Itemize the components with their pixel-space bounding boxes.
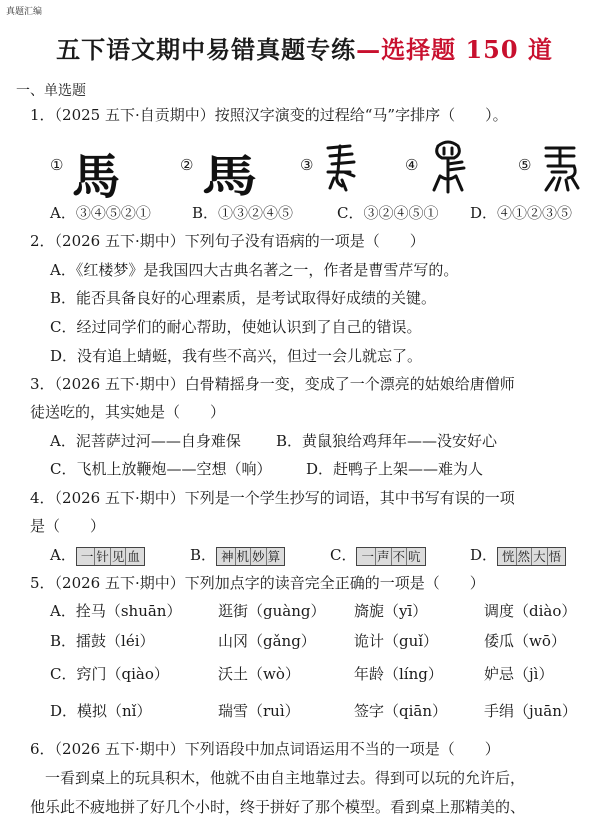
q5-stem: 5．（2026 五下·期中）下列加点字的读音完全正确的一项是（ ）	[30, 574, 485, 592]
q4-word-box-b: 神 机 妙 算	[216, 547, 285, 566]
title-main: 五下语文期中易错真题专练	[56, 35, 357, 64]
q5-c-word-3: 年龄（líng）	[354, 665, 443, 683]
q1-option-b[interactable]: B．①③②④⑤	[192, 204, 294, 222]
q2-option-a[interactable]: A．《红楼梦》是我国四大古典名著之一，作者是曹雪芹写的。	[50, 261, 459, 279]
q2-stem: 2．（2026 五下·期中）下列句子没有语病的一项是（ ）	[30, 232, 425, 250]
q5-b-word-4: 倭瓜（wō）	[484, 632, 566, 650]
q1-glyph-num-3: ③	[300, 156, 314, 174]
title-accent: —选择题 150 道	[356, 35, 553, 64]
q4-option-c[interactable]: C． 一 声 不 吭	[330, 541, 426, 569]
q5-a-word-3: 旖旎（yī）	[354, 602, 428, 620]
q4-word-box-d: 恍 然 大 悟	[497, 547, 566, 566]
q5-c-word-4: 妒忌（jì）	[484, 665, 554, 683]
q6-stem: 6．（2026 五下·期中）下列语段中加点词语运用不当的一项是（ ）	[30, 740, 500, 758]
q5-d-word-4: 手绢（juān）	[484, 702, 577, 720]
q4-option-b[interactable]: B． 神 机 妙 算	[190, 541, 285, 569]
q3-stem-line2: 徒送吃的，其实她是（ ）	[30, 403, 226, 421]
q4-option-a[interactable]: A． 一 针 见 血	[50, 541, 145, 569]
header-tag: 真题汇编	[6, 7, 43, 17]
q6-paragraph-line2: 他乐此不疲地拼了好几个小时，终于拼好了那个模型。看到桌上那精美的、	[30, 798, 526, 816]
q1-glyph-row	[50, 138, 590, 205]
q4-word-box-c: 一 声 不 吭	[356, 547, 425, 566]
horse-kaishu-glyph-icon: 馬	[72, 149, 121, 205]
page-title	[0, 30, 609, 65]
q2-option-c[interactable]: C．经过同学们的耐心帮助，使她认识到了自己的错误。	[50, 318, 422, 336]
horse-lishu-glyph-icon: 馬	[202, 151, 257, 202]
q5-option-b[interactable]: B．擂鼓（léi）	[50, 632, 155, 650]
q4-stem-line1: 4．（2026 五下·期中）下列是一个学生抄写的词语，其中书写有误的一项	[30, 489, 515, 507]
q2-option-b[interactable]: B．能否具备良好的心理素质，是考试取得好成绩的关键。	[50, 289, 437, 307]
q5-d-word-2: 瑞雪（ruì）	[218, 702, 300, 720]
q1-option-d[interactable]: D．④①②③⑤	[470, 204, 573, 222]
q5-d-word-3: 签字（qiān）	[354, 702, 448, 720]
q5-b-word-3: 诡计（guǐ）	[354, 632, 439, 650]
horse-jiaguwen-glyph-icon	[426, 138, 470, 194]
horse-xiaozhuan-glyph-icon	[538, 142, 582, 194]
q5-option-d[interactable]: D．模拟（nǐ）	[50, 702, 152, 720]
q1-glyph-num-4: ④	[405, 156, 419, 174]
q1-glyph-num-1: ①	[50, 156, 64, 174]
section-heading: 一、单选题	[16, 83, 86, 99]
q1-option-c[interactable]: C．③②④⑤①	[337, 204, 439, 222]
q3-option-a[interactable]: A．泥菩萨过河——自身难保	[50, 432, 241, 450]
q3-option-b[interactable]: B．黄鼠狼给鸡拜年——没安好心	[276, 432, 498, 450]
q1-stem: 1．（2025 五下·自贡期中）按照汉字演变的过程给“马”字排序（ ）。	[30, 106, 508, 124]
q1-option-a[interactable]: A．③④⑤②①	[50, 204, 151, 222]
q5-a-word-4: 调度（diào）	[484, 602, 577, 620]
q3-stem-line1: 3．（2026 五下·期中）白骨精摇身一变，变成了一个漂亮的姑娘给唐僧师	[30, 375, 515, 393]
q1-glyph-num-5: ⑤	[518, 156, 532, 174]
q3-option-d[interactable]: D．赶鸭子上架——难为人	[306, 460, 484, 478]
q1-glyph-num-2: ②	[180, 156, 194, 174]
q2-option-d[interactable]: D．没有追上蜻蜓，我有些不高兴，但过一会儿就忘了。	[50, 347, 423, 365]
q4-stem-line2: 是（ ）	[30, 517, 106, 535]
q4-option-d[interactable]: D． 恍 然 大 悟	[470, 541, 566, 569]
q5-option-a[interactable]: A．拴马（shuān）	[50, 602, 182, 620]
q5-option-c[interactable]: C．窍门（qiào）	[50, 665, 169, 683]
q6-paragraph-line1: 一看到桌上的玩具积木，他就不由自主地靠过去。得到可以玩的允许后，	[30, 769, 526, 787]
q5-c-word-2: 沃土（wò）	[218, 665, 300, 683]
q4-word-box-a: 一 针 见 血	[76, 547, 145, 566]
horse-jinwen-glyph-icon	[320, 142, 360, 194]
q5-a-word-2: 逛街（guàng）	[218, 602, 326, 620]
q5-b-word-2: 山冈（gǎng）	[218, 632, 316, 650]
q3-option-c[interactable]: C．飞机上放鞭炮——空想（响）	[50, 460, 272, 478]
